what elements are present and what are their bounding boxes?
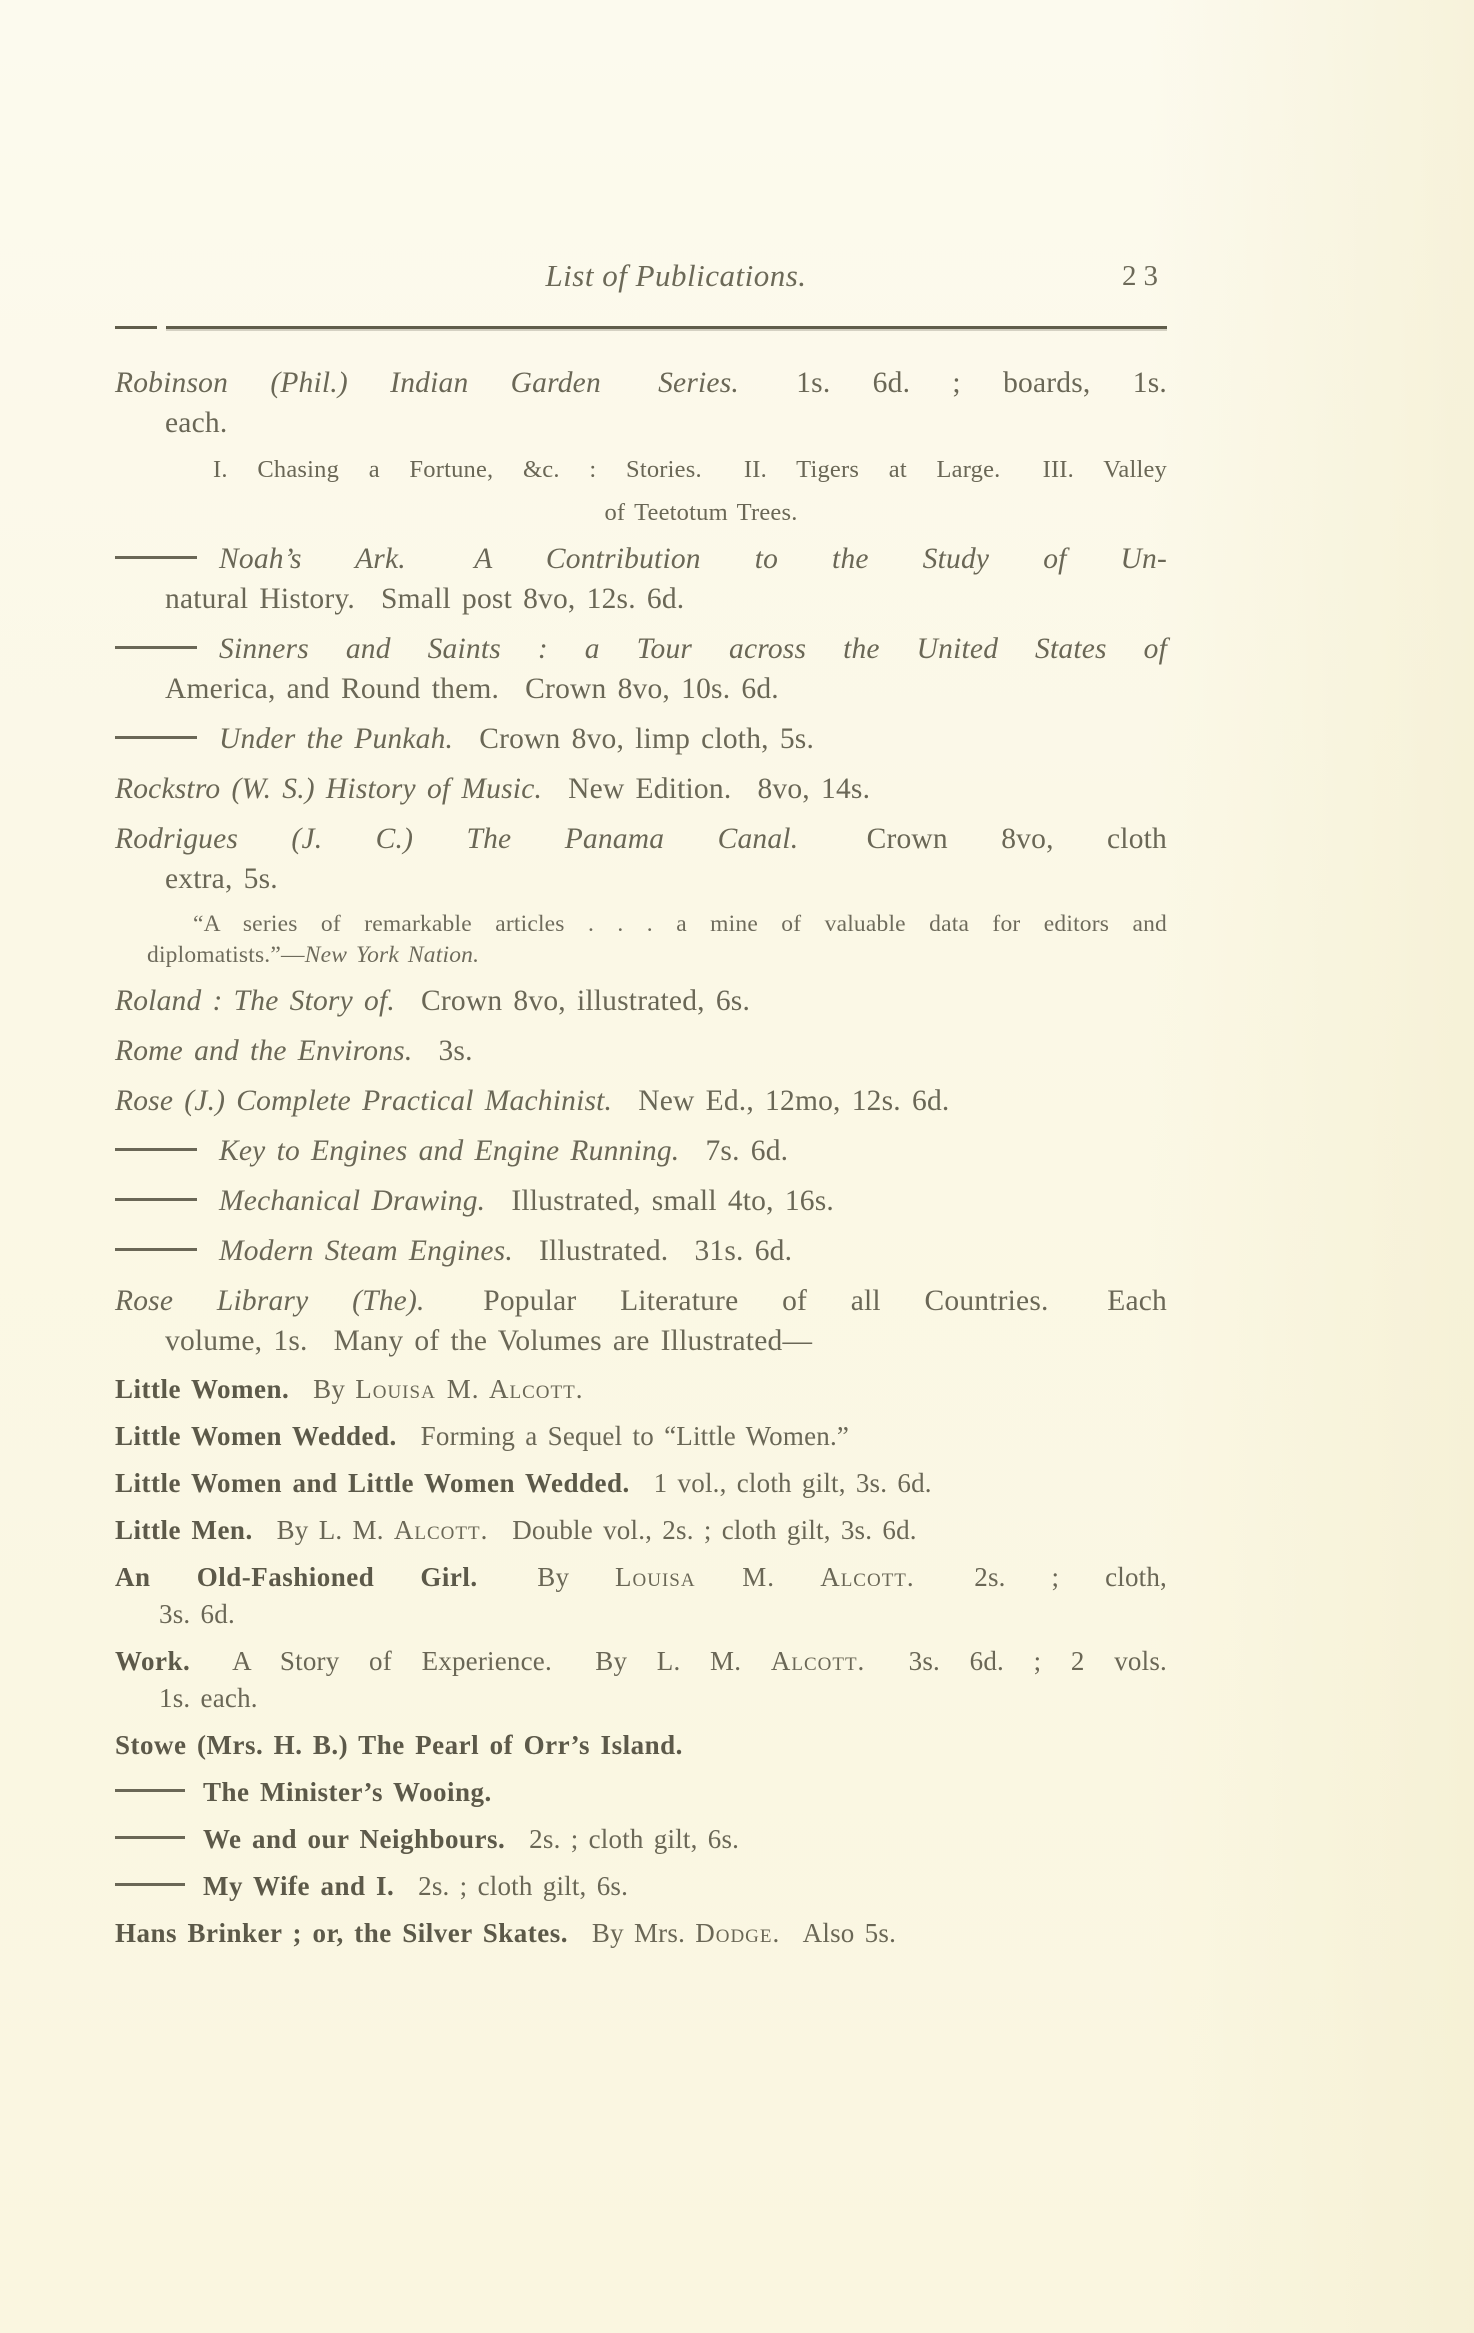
catalog-entries <box>115 363 1167 1952</box>
entry-text: 2s. ; cloth gilt, 6s. <box>394 1871 629 1901</box>
entry-text: By L. M. <box>252 1515 394 1545</box>
entry-line <box>115 1868 1167 1905</box>
entry-line <box>115 539 1167 579</box>
entry-text: diplomatists.”— <box>147 942 305 968</box>
entry-text: Mechanical Drawing. <box>219 1185 486 1217</box>
catalog-entry <box>115 1643 1167 1717</box>
entry-line <box>115 1512 1167 1549</box>
entry-text: Little Women and Little Women Wedded. <box>115 1468 630 1498</box>
entry-text: of Teetotum Trees. <box>604 499 798 526</box>
entry-line <box>115 1131 1167 1171</box>
entry-text: Alcott. <box>770 1646 866 1676</box>
running-head: List of Publications. <box>545 258 807 293</box>
author-repeat-dash <box>115 1198 197 1201</box>
entry-text: Forming a Sequel to “Little Women.” <box>396 1421 850 1451</box>
catalog-entry <box>115 1131 1167 1171</box>
entry-text: 3s. <box>412 1035 473 1067</box>
entry-text: 1s. 6d. ; boards, 1s. <box>738 367 1167 399</box>
author-repeat-dash <box>115 1148 197 1151</box>
entry-line <box>115 496 1167 529</box>
entry-line <box>115 1418 1167 1455</box>
entry-text: Little Men. <box>115 1515 253 1545</box>
catalog-entry <box>115 496 1167 529</box>
entry-line <box>115 1281 1167 1321</box>
entry-text: By <box>289 1374 356 1404</box>
entry-text: 1 vol., cloth gilt, 3s. 6d. <box>629 1468 932 1498</box>
entry-text: Dodge. <box>695 1918 781 1948</box>
entry-text: Double vol., 2s. ; cloth gilt, 3s. 6d. <box>488 1515 917 1545</box>
entry-line <box>115 1821 1167 1858</box>
entry-text: 3s. 6d. <box>159 1599 235 1629</box>
entry-text: Rome and the Environs. <box>115 1035 413 1067</box>
catalog-entry <box>115 1512 1167 1549</box>
entry-text: Illustrated, small 4to, 16s. <box>485 1185 834 1217</box>
entry-text: By <box>477 1562 616 1592</box>
catalog-entry <box>115 1371 1167 1408</box>
entry-text: Hans Brinker ; or, the Silver Skates. <box>115 1918 568 1948</box>
entry-text: 3s. 6d. ; 2 vols. <box>865 1646 1167 1676</box>
entry-text: Alcott. <box>393 1515 489 1545</box>
entry-line <box>115 1321 1167 1361</box>
catalog-entry <box>115 1774 1167 1811</box>
catalog-entry <box>115 819 1167 899</box>
entry-text: New Edition. 8vo, 14s. <box>542 773 871 805</box>
entry-text: Crown 8vo, limp cloth, 5s. <box>453 723 815 755</box>
catalog-entry <box>115 1465 1167 1502</box>
entry-line <box>115 1081 1167 1121</box>
entry-text: “A series of remarkable articles . . . a mine of valuable data for editors and <box>193 911 1167 937</box>
entry-text: Modern Steam Engines. <box>219 1235 513 1267</box>
entry-text: Roland : The Story of. <box>115 985 395 1017</box>
header-rule-stub <box>115 326 157 329</box>
entry-text: My Wife and I. <box>203 1871 395 1901</box>
entry-line <box>115 1181 1167 1221</box>
entry-text: Crown 8vo, illustrated, 6s. <box>394 985 751 1017</box>
entry-line <box>115 819 1167 859</box>
author-repeat-dash <box>115 1836 185 1839</box>
author-repeat-dash <box>115 1883 185 1886</box>
catalog-entry <box>115 1231 1167 1271</box>
catalog-entry <box>115 539 1167 619</box>
entry-text: Little Women. <box>115 1374 290 1404</box>
entry-line <box>115 403 1167 443</box>
author-repeat-dash <box>115 646 197 649</box>
entry-text: 7s. 6d. <box>679 1135 789 1167</box>
entry-text: New Ed., 12mo, 12s. 6d. <box>612 1085 950 1117</box>
entry-line <box>115 1727 1167 1764</box>
entry-line <box>115 363 1167 403</box>
entry-text: Illustrated. 31s. 6d. <box>512 1235 793 1267</box>
catalog-entry <box>115 1418 1167 1455</box>
catalog-entry <box>115 1821 1167 1858</box>
entry-text: Popular Literature of all Countries. Each <box>424 1285 1168 1317</box>
entry-text: I. Chasing a Fortune, &c. : Stories. II. Tigers at Large. III. Valley <box>213 456 1167 483</box>
entry-text: A Story of Experience. By L. M. <box>190 1646 771 1676</box>
entry-text: Little Women Wedded. <box>115 1421 397 1451</box>
catalog-entry <box>115 769 1167 809</box>
catalog-entry <box>115 1868 1167 1905</box>
entry-line <box>115 1371 1167 1408</box>
entry-line <box>115 579 1167 619</box>
entry-text: New York Nation. <box>304 942 480 968</box>
entry-line <box>115 669 1167 709</box>
entry-line <box>115 1643 1167 1680</box>
catalog-entry <box>115 1031 1167 1071</box>
author-repeat-dash <box>115 1248 197 1251</box>
entry-line <box>115 1774 1167 1811</box>
entry-line <box>213 453 1167 486</box>
entry-line <box>115 719 1167 759</box>
entry-line <box>115 769 1167 809</box>
catalog-entry <box>115 363 1167 443</box>
entry-line <box>115 1465 1167 1502</box>
catalog-entry <box>115 1559 1167 1633</box>
entry-line <box>115 1596 1167 1633</box>
page-header <box>115 258 1167 302</box>
entry-text: Rodrigues (J. C.) The Panama Canal. <box>115 823 799 855</box>
catalog-entry <box>115 1281 1167 1361</box>
entry-text: 1s. each. <box>159 1683 258 1713</box>
entry-line <box>115 940 1167 971</box>
header-rule-bar <box>166 326 1167 329</box>
entry-line <box>115 1559 1167 1596</box>
catalog-entry <box>115 719 1167 759</box>
entry-line <box>115 1031 1167 1071</box>
entry-line <box>115 1680 1167 1717</box>
entry-text: each. <box>165 407 228 439</box>
entry-text: Rockstro (W. S.) History of Music. <box>115 773 543 805</box>
entry-text: natural History. Small post 8vo, 12s. 6d. <box>165 583 685 615</box>
entry-text: Rose (J.) Complete Practical Machinist. <box>115 1085 613 1117</box>
entry-line <box>115 1231 1167 1271</box>
catalog-entry <box>115 629 1167 709</box>
entry-text: Rose Library (The). <box>115 1285 425 1317</box>
author-repeat-dash <box>115 736 197 739</box>
catalog-entry <box>115 909 1167 971</box>
entry-text: America, and Round them. Crown 8vo, 10s. 6d. <box>165 673 779 705</box>
entry-text: We and our Neighbours. <box>203 1824 506 1854</box>
entry-text: Crown 8vo, cloth <box>798 823 1167 855</box>
entry-text: Sinners and Saints : a Tour across the United States of <box>219 633 1167 665</box>
catalog-entry <box>115 453 1167 486</box>
entry-line <box>115 859 1167 899</box>
catalog-entry <box>115 1081 1167 1121</box>
catalog-entry <box>115 1915 1167 1952</box>
entry-line <box>115 909 1167 940</box>
entry-text: volume, 1s. Many of the Volumes are Illustrated— <box>165 1325 813 1357</box>
page-content <box>115 258 1167 1962</box>
entry-text: extra, 5s. <box>165 863 278 895</box>
catalog-entry <box>115 981 1167 1021</box>
entry-text: The Minister’s Wooing. <box>203 1777 492 1807</box>
catalog-entry <box>115 1181 1167 1221</box>
catalog-entry <box>115 1727 1167 1764</box>
entry-text: Robinson (Phil.) Indian Garden Series. <box>115 367 739 399</box>
entry-text: Also 5s. <box>780 1918 897 1948</box>
entry-text: Stowe (Mrs. H. B.) The Pearl of Orr’s Island. <box>115 1730 683 1760</box>
entry-line <box>115 629 1167 669</box>
entry-text: An Old-Fashioned Girl. <box>115 1562 478 1592</box>
entry-text: Under the Punkah. <box>219 723 454 755</box>
page-number: 23 <box>1122 260 1165 292</box>
entry-text: 2s. ; cloth, <box>914 1562 1167 1592</box>
entry-line <box>115 981 1167 1021</box>
entry-text: By Mrs. <box>567 1918 696 1948</box>
entry-text: Work. <box>115 1646 191 1676</box>
entry-line <box>115 1915 1167 1952</box>
entry-text: Noah’s Ark. A Contribution to the Study of Un- <box>219 543 1167 575</box>
entry-text: Louisa M. Alcott. <box>615 1562 915 1592</box>
entry-text: Key to Engines and Engine Running. <box>219 1135 680 1167</box>
author-repeat-dash <box>115 556 197 559</box>
entry-text: 2s. ; cloth gilt, 6s. <box>505 1824 740 1854</box>
header-rule <box>115 326 1167 329</box>
author-repeat-dash <box>115 1789 185 1792</box>
entry-text: Louisa M. Alcott. <box>355 1374 584 1404</box>
